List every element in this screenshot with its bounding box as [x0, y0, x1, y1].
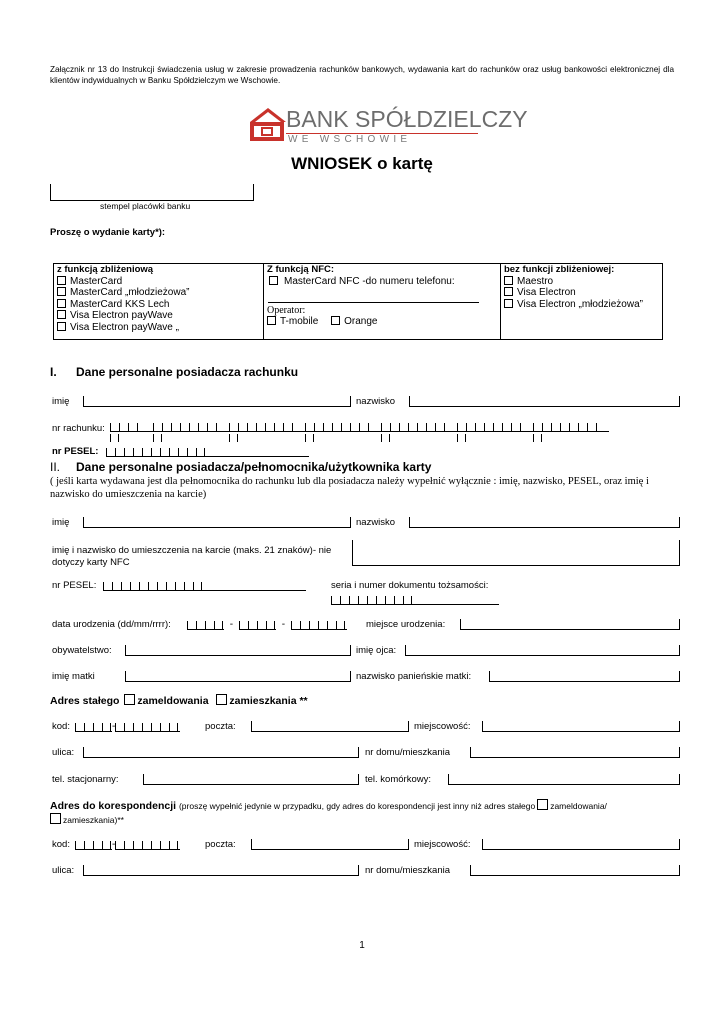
checkbox[interactable]: [57, 310, 66, 319]
s2-pesel-label: nr PESEL:: [52, 580, 97, 591]
a2-nrdomu-field[interactable]: [470, 865, 680, 876]
non-contactless-header: bez funkcji zbliżeniowej:: [504, 264, 615, 275]
bank-logo-icon: [248, 104, 288, 144]
bank-logo: [248, 104, 528, 150]
nfc-cards-cell: [264, 264, 501, 340]
s2-birthplace-field[interactable]: [460, 619, 680, 630]
a1-tel-kom-label: tel. komórkowy:: [365, 774, 431, 785]
s2-id-doc-field[interactable]: [331, 594, 499, 605]
bank-logo-name: BANK SPÓŁDZIELCZY: [286, 106, 528, 132]
a2-poczta-field[interactable]: [251, 839, 409, 850]
s1-account-label: nr rachunku:: [52, 423, 105, 434]
checkbox[interactable]: [504, 299, 513, 308]
logo-underline: [286, 133, 478, 134]
checkbox[interactable]: [57, 299, 66, 308]
checkbox[interactable]: [267, 316, 276, 325]
s1-pesel-field[interactable]: [106, 446, 309, 457]
a2-miejscowosc-label: miejscowość:: [414, 839, 471, 850]
a1-tel-stac-label: tel. stacjonarny:: [52, 774, 119, 785]
phone-digit-boxes[interactable]: [268, 294, 479, 303]
s2-mother-label: imię matki: [52, 671, 95, 682]
checkbox[interactable]: [57, 322, 66, 331]
s2-nazwisko-field[interactable]: [409, 517, 680, 528]
a1-poczta-label: poczta:: [205, 721, 236, 732]
s2-birthdate-label: data urodzenia (dd/mm/rrrr):: [52, 619, 171, 630]
nfc-header: Z funkcją NFC:: [267, 264, 335, 275]
a2-miejscowosc-field[interactable]: [482, 839, 680, 850]
a1-poczta-field[interactable]: [251, 721, 409, 732]
card-option[interactable]: MasterCard KKS Lech: [57, 299, 260, 311]
a1-miejscowosc-field[interactable]: [482, 721, 680, 732]
bank-logo-subtitle: WE WSCHOWIE: [288, 134, 412, 145]
a1-ulica-field[interactable]: [83, 747, 359, 758]
checkbox-zameldowanie[interactable]: [537, 799, 548, 810]
a1-tel-stac-field[interactable]: [143, 774, 359, 785]
s1-pesel-label: nr PESEL:: [52, 446, 99, 457]
s2-id-doc-label: seria i numer dokumentu tożsamości:: [331, 580, 489, 591]
a2-kod-label: kod:: [52, 839, 70, 850]
s2-father-field[interactable]: [405, 645, 680, 656]
card-option[interactable]: MasterCard: [57, 276, 260, 288]
a1-ulica-label: ulica:: [52, 747, 75, 758]
s1-imie-field[interactable]: [83, 396, 351, 407]
card-option[interactable]: Visa Electron payWave: [57, 310, 260, 322]
header-note: Załącznik nr 13 do Instrukcji świadczenia usług w zakresie prowadzenia rachunków bankowych, wydawania kart do rachunków oraz usług bankowości elektronicznej dla klientów indywidualnych w Banku Spółdzielczym we Wschowie.: [50, 65, 674, 85]
a2-ulica-label: ulica:: [52, 865, 75, 876]
checkbox-zamieszkanie[interactable]: [50, 813, 61, 824]
s2-nazwisko-label: nazwisko: [356, 517, 396, 528]
checkbox-zameldowanie[interactable]: [124, 694, 135, 705]
s2-father-label: imię ojca:: [356, 645, 397, 656]
card-option[interactable]: Maestro: [504, 276, 659, 288]
card-option[interactable]: Visa Electron: [504, 287, 659, 299]
a2-kod-field[interactable]: -: [75, 839, 180, 850]
operator-options: [267, 316, 497, 328]
s1-nazwisko-label: nazwisko: [356, 396, 396, 407]
section1-number: I.: [50, 365, 57, 379]
a1-nrdomu-label: nr domu/mieszkania: [365, 747, 451, 758]
page-title: WNIOSEK o kartę: [291, 154, 433, 173]
s2-card-name-field[interactable]: [352, 540, 680, 566]
s2-card-name-label: imię i nazwisko do umieszczenia na karcie (maks. 21 znaków)- nie dotyczy karty NFC: [52, 545, 332, 568]
checkbox[interactable]: [57, 276, 66, 285]
stamp-label: stempel placówki banku: [100, 201, 191, 211]
a1-kod-field[interactable]: -: [75, 721, 180, 732]
s2-birthplace-label: miejsce urodzenia:: [366, 619, 446, 630]
address2-header: Adres do korespondencji (proszę wypełnić jedynie w przypadku, gdy adres do korespondencji jest inny niż adres stałego zameldowania/ zamieszkania)**: [50, 800, 607, 825]
card-option[interactable]: Visa Electron „młodzieżowa”: [504, 299, 659, 311]
card-option-nfc[interactable]: MasterCard NFC -do numeru telefonu:: [267, 276, 497, 288]
non-contactless-cards-cell: [501, 264, 663, 340]
operator-label: Operator:: [267, 304, 306, 316]
checkbox[interactable]: [504, 276, 513, 285]
a2-poczta-label: poczta:: [205, 839, 236, 850]
section2-number: II.: [50, 460, 61, 474]
page-number: 1: [359, 940, 365, 951]
s2-mother-field[interactable]: [125, 671, 351, 682]
s1-nazwisko-field[interactable]: [409, 396, 680, 407]
checkbox-zamieszkanie[interactable]: [216, 694, 227, 705]
section2-title: Dane personalne posiadacza/pełnomocnika/użytkownika karty: [76, 460, 432, 474]
operator-orange[interactable]: Orange: [344, 316, 378, 327]
operator-tmobile[interactable]: T-mobile: [280, 316, 319, 327]
contactless-header: z funkcją zbliżeniową: [57, 264, 154, 275]
contactless-cards-cell: [54, 264, 264, 340]
checkbox[interactable]: [331, 316, 340, 325]
section1-title: Dane personalne posiadacza rachunku: [76, 365, 299, 379]
checkbox[interactable]: [269, 276, 278, 285]
s2-imie-label: imię: [52, 517, 70, 528]
s2-maiden-label: nazwisko panieńskie matki:: [356, 671, 472, 682]
phone-number-field[interactable]: [268, 293, 497, 305]
s1-imie-label: imię: [52, 396, 70, 407]
a2-ulica-field[interactable]: [83, 865, 359, 876]
bank-stamp-field[interactable]: [50, 184, 254, 201]
checkbox[interactable]: [504, 287, 513, 296]
s1-account-field[interactable]: [110, 423, 609, 443]
a1-miejscowosc-label: miejscowość:: [414, 721, 471, 732]
s2-pesel-field[interactable]: [103, 580, 306, 591]
checkbox[interactable]: [57, 287, 66, 296]
card-option[interactable]: MasterCard „młodzieżowa”: [57, 287, 260, 299]
a1-nrdomu-field[interactable]: [470, 747, 680, 758]
a1-kod-label: kod:: [52, 721, 70, 732]
a1-tel-kom-field[interactable]: [448, 774, 680, 785]
section2-note: ( jeśli karta wydawana jest dla pełnomocnika do rachunku lub dla posiadacza należy wypełnić wyłącznie : imię, nazwisko, PESEL, oraz imię i nazwisko do umieszczenia na karcie): [50, 476, 649, 500]
request-label: Proszę o wydanie karty*):: [50, 227, 166, 238]
address1-header: Adres stałego zameldowania zamieszkania **: [50, 695, 308, 707]
card-selection-table: [53, 263, 663, 340]
s2-citizenship-label: obywatelstwo:: [52, 645, 112, 656]
a2-nrdomu-label: nr domu/mieszkania: [365, 865, 451, 876]
s2-maiden-field[interactable]: [489, 671, 680, 682]
card-option[interactable]: Visa Electron payWave „: [57, 322, 260, 333]
s2-imie-field[interactable]: [83, 517, 351, 528]
s2-birthdate-field[interactable]: - -: [187, 619, 347, 630]
s2-citizenship-field[interactable]: [125, 645, 351, 656]
